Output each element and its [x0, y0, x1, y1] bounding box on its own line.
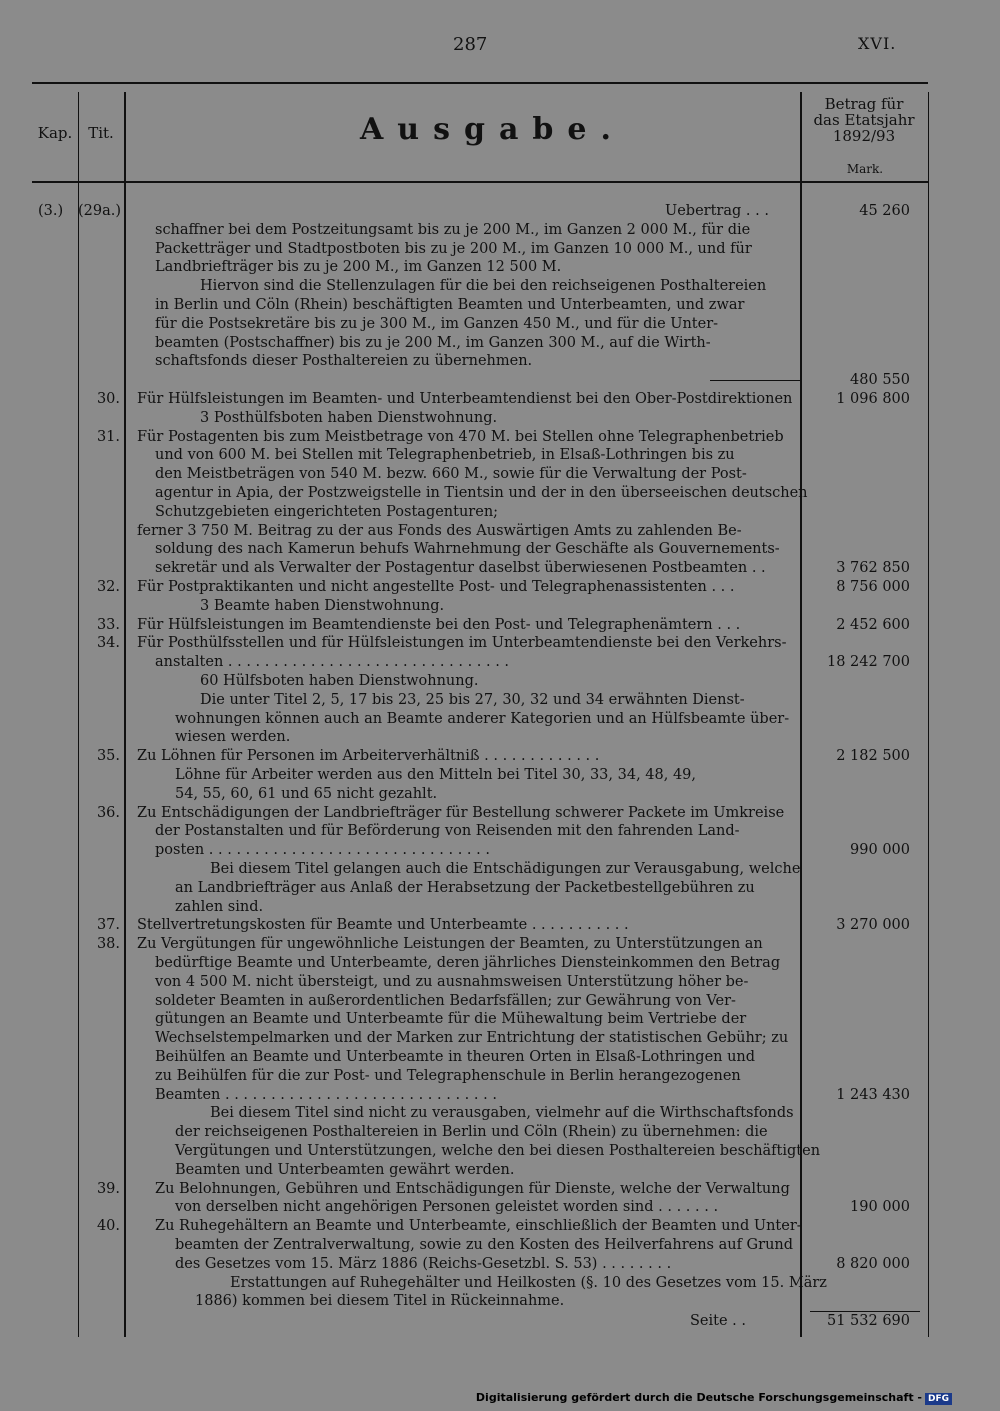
text-line: gütungen an Beamte und Unterbeamte für die Mühewaltung beim Vertriebe der: [155, 1011, 747, 1028]
titel-number: 35.: [96, 748, 120, 765]
text-line: soldeter Beamten in außerordentlichen Bedarfsfällen; zur Gewährung von Ver-: [155, 992, 736, 1009]
text-line: Zu Entschädigungen der Landbriefträger für Bestellung schwerer Packete im Umkreise: [137, 804, 785, 821]
amount: 1 243 430: [836, 1086, 910, 1103]
text-line: schaffner bei dem Postzeitungsamt bis zu je 200 M., im Ganzen 2 000 M., für die: [155, 221, 751, 238]
titel-number: 37.: [96, 917, 120, 934]
text-line: wohnungen können auch an Beamte anderer Kategorien und an Hülfsbeamte über-: [175, 710, 790, 727]
amount: 1 096 800: [836, 391, 910, 407]
top-rule: [32, 82, 928, 84]
titel-number: 34.: [96, 635, 120, 652]
header-bottom-rule: [32, 181, 928, 183]
amount: 990 000: [850, 842, 910, 859]
titel-number: 40.: [96, 1218, 120, 1235]
text-line: Die unter Titel 2, 5, 17 bis 23, 25 bis 27, 30, 32 und 34 erwähnten Dienst-: [200, 691, 745, 708]
total-rule: [810, 1311, 920, 1312]
amount: 45 260: [859, 203, 910, 219]
text-line: Bei diesem Titel gelangen auch die Entschädigungen zur Verausgabung, welche: [210, 861, 801, 877]
amount: 18 242 700: [826, 654, 910, 671]
amount: 2 452 600: [836, 616, 910, 633]
text-line: Packetträger und Stadtpostboten bis zu je 200 M., im Ganzen 10 000 M., und für: [155, 240, 752, 257]
text-line: Landbriefträger bis zu je 200 M., im Ganzen 12 500 M.: [155, 259, 562, 276]
titel-number: 33.: [96, 616, 120, 633]
text-line: der Postanstalten und für Beförderung von Reisenden mit den fahrenden Land-: [155, 823, 740, 840]
text-line: Wechselstempelmarken und der Marken zur Entrichtung der statistischen Gebühr; zu: [155, 1030, 789, 1047]
text-line: agentur in Apia, der Postzweigstelle in Tientsin und der in den überseeischen deutschen: [155, 485, 808, 501]
amount: 3 762 850: [836, 560, 910, 577]
text-line: beamten der Zentralverwaltung, sowie zu den Kosten des Heilverfahrens auf Grund: [175, 1237, 794, 1253]
betrag-line-2: das Etatsjahr: [813, 111, 915, 129]
amount: 3 270 000: [836, 917, 910, 934]
text-line: von derselben nicht angehörigen Personen geleistet worden sind . . . . . . .: [175, 1199, 719, 1216]
text-line: 60 Hülfsboten haben Dienstwohnung.: [200, 673, 479, 689]
text-line: Schutzgebieten eingerichteten Postagenturen;: [155, 503, 499, 520]
text-line: Zu Löhnen für Personen im Arbeiterverhältniß . . . . . . . . . . . . .: [137, 748, 600, 765]
kap-header: Kap.: [37, 124, 73, 142]
amount: 8 756 000: [836, 579, 910, 595]
titel-number: 31.: [96, 428, 120, 445]
text-line: der reichseigenen Posthaltereien in Berlin und Cöln (Rhein) zu übernehmen: die: [175, 1124, 768, 1141]
amount: 190 000: [850, 1199, 910, 1216]
text-line: Uebertrag . . .: [665, 203, 769, 219]
text-line: Für Posthülfsstellen und für Hülfsleistungen im Unterbeamtendienste bei den Verkehrs-: [137, 635, 787, 652]
text-line: Zu Ruhegehältern an Beamte und Unterbeamte, einschließlich der Beamten und Unter-: [155, 1218, 802, 1235]
text-line: posten . . . . . . . . . . . . . . . . . . . . . . . . . . . . . . .: [155, 842, 490, 859]
text-line: Für Postagenten bis zum Meistbetrage von 470 M. bei Stellen ohne Telegraphenbetrieb: [137, 428, 784, 445]
digitization-credit: [476, 1391, 952, 1405]
section-number: XVI.: [858, 34, 897, 53]
text-line: beamten (Postschaffner) bis zu je 200 M., im Ganzen 300 M., auf die Wirth-: [155, 334, 711, 351]
amount: 480 550: [850, 372, 910, 389]
tit-header: Tit.: [88, 124, 114, 142]
titel-number: 39.: [96, 1180, 120, 1197]
text-line: soldung des nach Kamerun behufs Wahrnehmung der Geschäfte als Gouvernements-: [155, 541, 780, 558]
betrag-line-3: 1892/93: [832, 127, 896, 145]
text-line: Beihülfen an Beamte und Unterbeamte in theuren Orten in Elsaß-Lothringen und: [155, 1049, 756, 1065]
text-line: 54, 55, 60, 61 und 65 nicht gezahlt.: [175, 785, 438, 802]
text-line: Zu Vergütungen für ungewöhnliche Leistungen der Beamten, zu Unterstützungen an: [137, 936, 763, 953]
titel-number: 32.: [96, 579, 120, 595]
titel-number: (29a.): [78, 203, 122, 219]
text-line: Zu Belohnungen, Gebühren und Entschädigungen für Dienste, welche der Verwaltung: [155, 1180, 790, 1197]
text-line: Für Hülfsleistungen im Beamtendienste bei den Post- und Telegraphenämtern . . .: [137, 616, 741, 633]
text-line: des Gesetzes vom 15. März 1886 (Reichs-Gesetzbl. S. 53) . . . . . . . .: [175, 1255, 672, 1272]
amount: 8 820 000: [836, 1255, 910, 1272]
text-line: 3 Posthülfsboten haben Dienstwohnung.: [200, 409, 498, 426]
text-line: an Landbriefträger aus Anlaß der Herabsetzung der Packetbestellgebühren zu: [175, 879, 755, 896]
titel-number: 38.: [96, 936, 120, 953]
text-line: in Berlin und Cöln (Rhein) beschäftigten Beamten und Unterbeamten, und zwar: [155, 297, 745, 313]
text-line: Für Hülfsleistungen im Beamten- und Unterbeamtendienst bei den Ober-Postdirektionen: [137, 391, 793, 407]
text-line: 3 Beamte haben Dienstwohnung.: [200, 597, 445, 614]
text-line: Beamten . . . . . . . . . . . . . . . . . . . . . . . . . . . . . .: [155, 1086, 497, 1103]
kapitel-number: (3.): [38, 203, 64, 219]
text-line: anstalten . . . . . . . . . . . . . . . . . . . . . . . . . . . . . . .: [155, 654, 510, 671]
text-line: bedürftige Beamte und Unterbeamte, deren jährliches Diensteinkommen den Betrag: [155, 955, 781, 971]
titel-number: 30.: [96, 391, 120, 407]
text-line: schaftsfonds dieser Posthaltereien zu übernehmen.: [155, 353, 533, 370]
betrag-header: [800, 96, 928, 144]
footer-label: Seite . .: [690, 1313, 746, 1329]
text-line: Vergütungen und Unterstützungen, welche den bei diesen Posthaltereien beschäftigten: [175, 1143, 821, 1159]
betrag-line-1: Betrag für: [824, 95, 904, 113]
text-line: 1886) kommen bei diesem Titel in Rückeinnahme.: [195, 1293, 565, 1310]
text-line: Bei diesem Titel sind nicht zu verausgaben, vielmehr auf die Wirthschaftsfonds: [210, 1105, 794, 1122]
text-line: für die Postsekretäre bis zu je 300 M., im Ganzen 450 M., und für die Unter-: [155, 315, 719, 332]
titel-number: 36.: [96, 804, 120, 821]
text-line: von 4 500 M. nicht übersteigt, und zu ausnahmsweisen Unterstützung höher be-: [155, 973, 749, 990]
mark-unit: Mark.: [846, 162, 884, 176]
text-line: Hiervon sind die Stellenzulagen für die bei den reichseigenen Posthaltereien: [200, 278, 767, 295]
amount: 2 182 500: [836, 748, 910, 765]
col-line-2: [124, 92, 126, 1337]
footer-total: 51 532 690: [826, 1313, 910, 1329]
text-line: Erstattungen auf Ruhegehälter und Heilkosten (§. 10 des Gesetzes vom 15. März: [230, 1274, 827, 1291]
text-line: Beamten und Unterbeamten gewährt werden.: [175, 1161, 515, 1178]
text-line: den Meistbeträgen von 540 M. bezw. 660 M., sowie für die Verwaltung der Post-: [155, 466, 747, 483]
text-line: zahlen sind.: [175, 898, 264, 915]
text-line: Löhne für Arbeiter werden aus den Mitteln bei Titel 30, 33, 34, 48, 49,: [175, 767, 697, 783]
dfg-logo: DFG: [925, 1393, 952, 1405]
page-number: 287: [453, 34, 488, 55]
text-line: zu Beihülfen für die zur Post- und Telegraphenschule in Berlin herangezogenen: [155, 1067, 741, 1084]
subtotal-rule: [710, 380, 800, 381]
col-line-1: [78, 92, 79, 1337]
col-line-4: [928, 92, 929, 1337]
text-line: sekretär und als Verwalter der Postagentur daselbst überwiesenen Postbeamten . .: [155, 560, 766, 577]
text-line: wiesen werden.: [175, 729, 291, 746]
text-line: ferner 3 750 M. Beitrag zu der aus Fonds des Auswärtigen Amts zu zahlenden Be-: [137, 522, 742, 539]
credit-text: Digitalisierung gefördert durch die Deutsche Forschungsgemeinschaft -: [475, 1391, 922, 1404]
ausgabe-title: Ausgabe.: [360, 112, 625, 147]
text-line: Für Postpraktikanten und nicht angestellte Post- und Telegraphenassistenten . . .: [137, 579, 735, 595]
text-line: Stellvertretungskosten für Beamte und Unterbeamte . . . . . . . . . . .: [137, 917, 629, 934]
text-line: und von 600 M. bei Stellen mit Telegraphenbetrieb, in Elsaß-Lothringen bis zu: [155, 447, 735, 464]
